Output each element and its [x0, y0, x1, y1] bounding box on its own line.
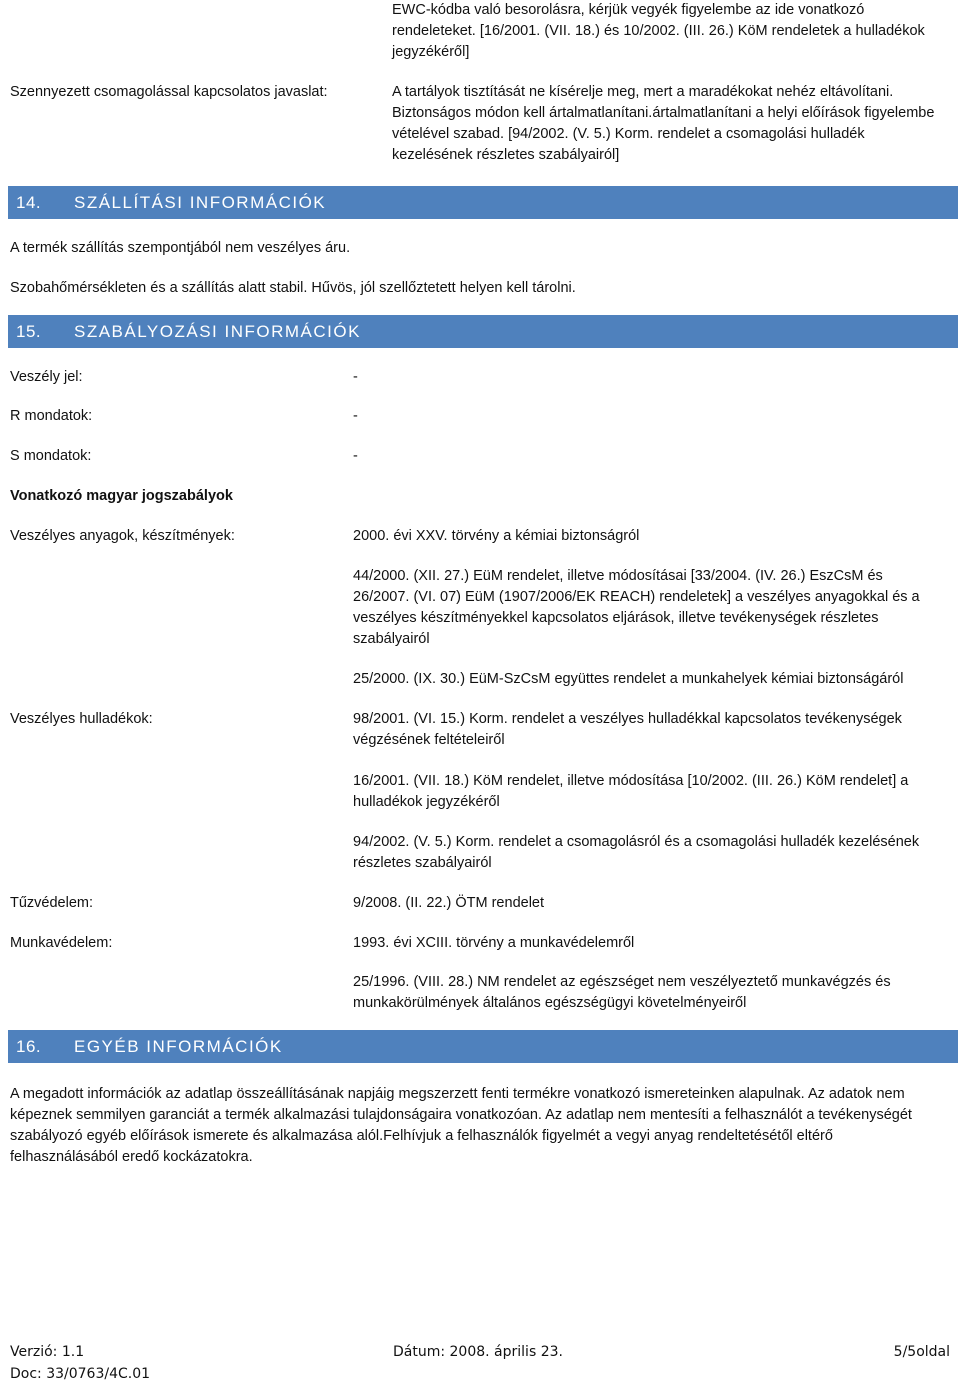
s-phrases-label: S mondatok:: [10, 448, 92, 464]
section-14-title: SZÁLLÍTÁSI INFORMÁCIÓK: [74, 193, 327, 212]
ewc-text: EWC-kódba való besorolásra, kérjük vegyék figyelembe az ide vonatkozó rendeleteket. [16/2001. (VII. 18.) és 10/2002. (III. 26.) KöM rendeletek a hulladékok jegyzékéről]: [392, 2, 925, 60]
hazardous-substances-label: Veszélyes anyagok, készítmények:: [10, 528, 235, 544]
footer-date: Dátum: 2008. április 23.: [393, 1344, 563, 1360]
footer-version: Verzió: 1.1: [10, 1344, 85, 1360]
hazardous-item-1: 2000. évi XXV. törvény a kémiai biztonságról: [353, 528, 640, 544]
waste-item-2: 16/2001. (VII. 18.) KöM rendelet, illetve módosítása [10/2002. (III. 26.) KöM rendelet] a hulladékok jegyzékéről: [353, 773, 909, 810]
footer-doc: Doc: 33/0763/4C.01: [10, 1366, 151, 1382]
hazardous-item-3: 25/2000. (IX. 30.) EüM-SzCsM együttes rendelet a munkahelyek kémiai biztonságáról: [353, 671, 904, 687]
occupational-safety-label: Munkavédelem:: [10, 935, 113, 951]
section-15-header: [8, 315, 958, 348]
packaging-label: Szennyezett csomagolással kapcsolatos javaslat:: [10, 84, 328, 100]
hazardous-item-2: 44/2000. (XII. 27.) EüM rendelet, illetve módosításai [33/2004. (IV. 26.) EszCsM és 26/2007. (VI. 07) EüM (1907/2006/EK REACH) rendeletek] a veszélyes anyagokkal és a veszélyes készítményekkel kapcsolatos eljárások, illetve tevékenységek részletes szabályairól: [353, 568, 920, 647]
section-15-title: SZABÁLYOZÁSI INFORMÁCIÓK: [74, 322, 361, 341]
section-16-header: [8, 1030, 958, 1063]
waste-item-1: 98/2001. (VI. 15.) Korm. rendelet a veszélyes hulladékkal kapcsolatos tevékenységek végzésének feltételeiről: [353, 711, 902, 748]
fire-protection-label: Tűzvédelem:: [10, 895, 94, 911]
r-phrases-label: R mondatok:: [10, 408, 93, 424]
section-16-number: 16.: [16, 1037, 42, 1056]
hazard-symbol-label: Veszély jel:: [10, 369, 83, 385]
section-14-header: [8, 186, 958, 219]
work-item-1: 1993. évi XCIII. törvény a munkavédelemről: [353, 935, 635, 951]
hazardous-waste-label: Veszélyes hulladékok:: [10, 711, 153, 727]
work-item-2: 25/1996. (VIII. 28.) NM rendelet az egészséget nem veszélyeztető munkavégzés és munkakörülmények általános egészségügyi követelményeiről: [353, 974, 891, 1011]
r-phrases-value: -: [353, 408, 358, 424]
section-16-title: EGYÉB INFORMÁCIÓK: [74, 1037, 283, 1056]
footer-page: 5/5oldal: [893, 1344, 950, 1360]
fire-protection-item: 9/2008. (II. 22.) ÖTM rendelet: [353, 895, 545, 911]
transport-line-1: A termék szállítás szempontjából nem veszélyes áru.: [10, 240, 351, 256]
transport-line-2: Szobahőmérsékleten és a szállítás alatt stabil. Hűvös, jól szellőztetett helyen kell tárolni.: [10, 280, 576, 296]
legislation-subheading: Vonatkozó magyar jogszabályok: [10, 488, 233, 504]
section-14-number: 14.: [16, 193, 42, 212]
other-info-text: A megadott információk az adatlap összeállításának napjáig megszerzett fenti termékre vonatkozó ismereteinken alapulnak. Az adatok nem képeznek semmilyen garanciát a termék alkalmazási tulajdonságaira vonatkozóan. Az adatlap nem mentesíti a felhasználót a tevékenységét szabályozó egyéb előírások ismerete és alkalmazása alól.Felhívjuk a felhasználók figyelmét a vegyi anyag rendeltetésétől eltérő felhasználásából eredő kockázatokra.: [10, 1086, 912, 1165]
waste-item-3: 94/2002. (V. 5.) Korm. rendelet a csomagolásról és a csomagolási hulladék kezelésének részletes szabályairól: [353, 834, 920, 871]
packaging-text: A tartályok tisztítását ne kísérelje meg, mert a maradékokat nehéz eltávolítani. Biztonságos módon kell ártalmatlanítani.ártalmatlanítani a helyi előírások figyelembe vételével szabad. [94/2002. (V. 5.) Korm. rendelet a csomagolási hulladék kezelésének részletes szabályairól]: [392, 84, 935, 163]
s-phrases-value: -: [353, 448, 358, 464]
section-15-number: 15.: [16, 322, 42, 341]
hazard-symbol-value: -: [353, 369, 358, 385]
